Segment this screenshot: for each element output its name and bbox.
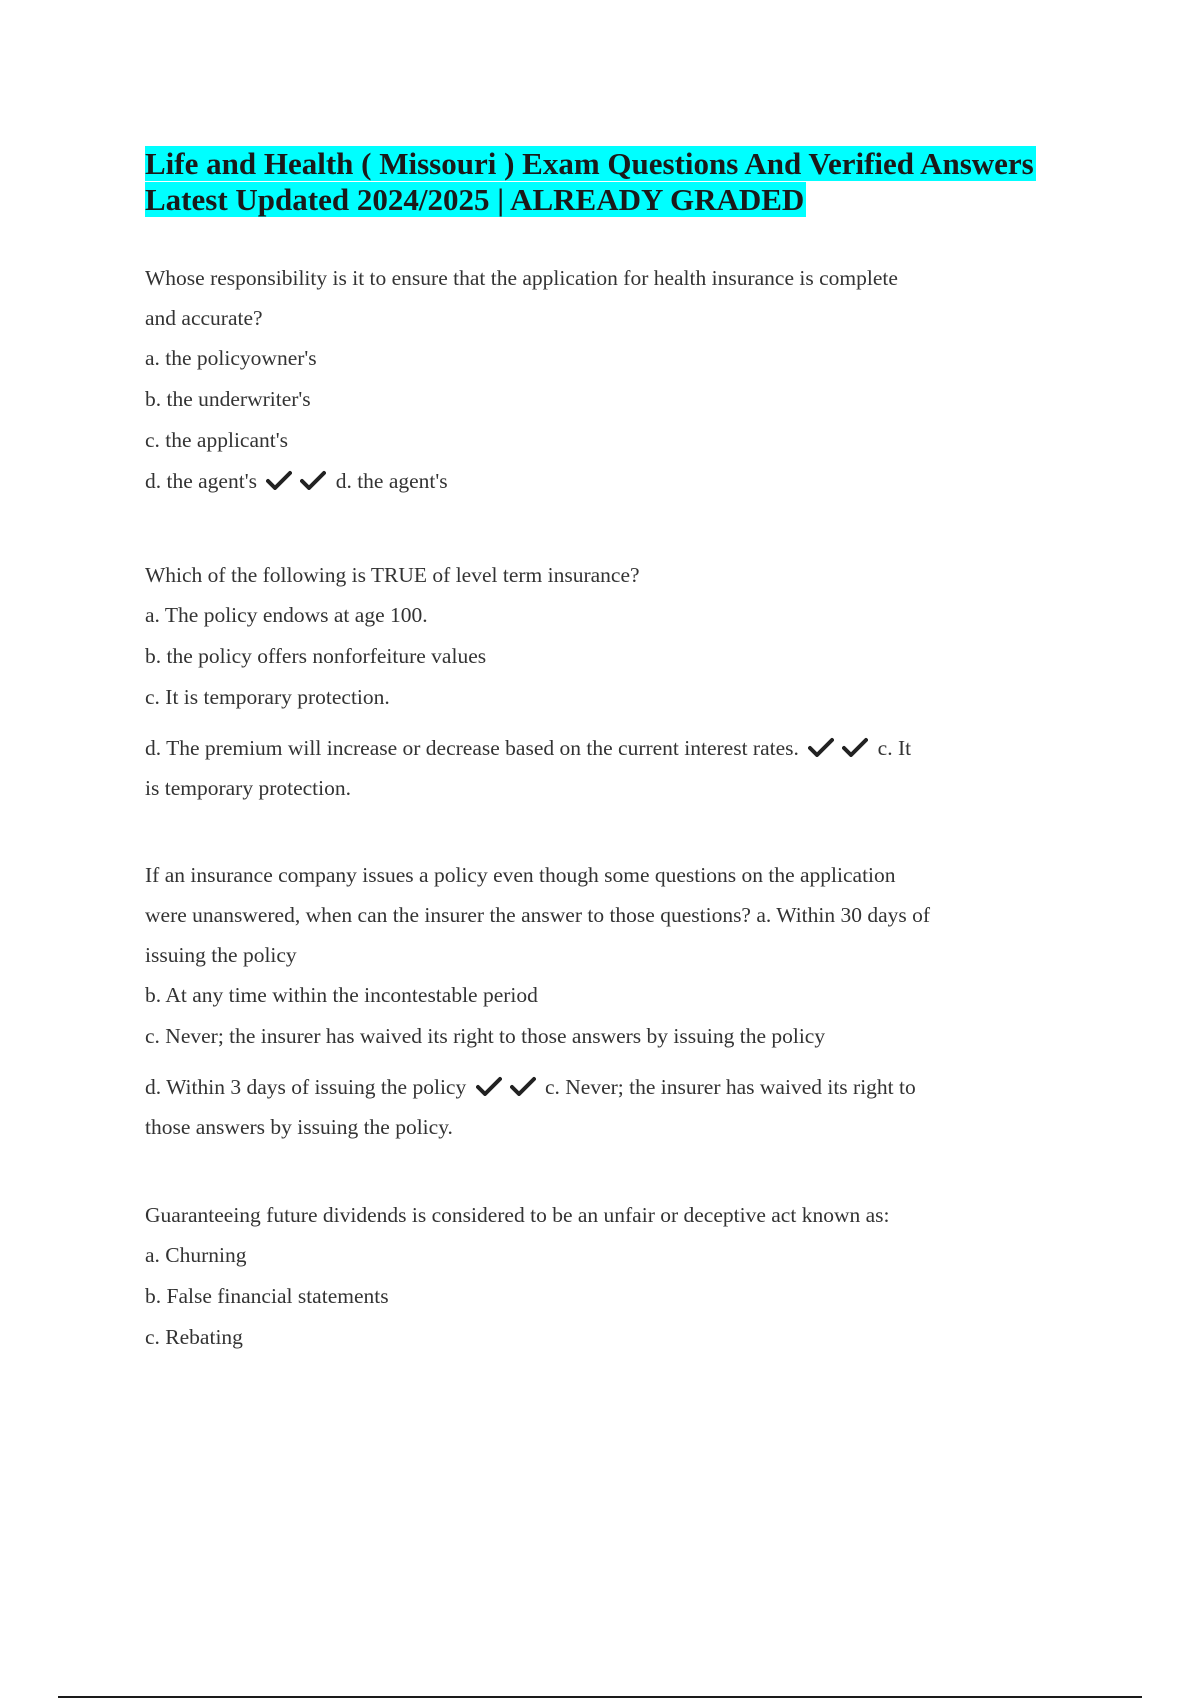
checkmark-icon <box>510 1076 536 1096</box>
question-text: issuing the policy <box>145 943 297 967</box>
checkmark-icon <box>476 1076 502 1096</box>
option-d: d. Within 3 days of issuing the policy <box>145 1075 467 1099</box>
option-c: c. Rebating <box>145 1325 243 1349</box>
answer-text-continued: those answers by issuing the policy. <box>145 1115 453 1139</box>
answer-text: d. the agent's <box>335 469 448 493</box>
question-4 <box>145 1195 1045 1358</box>
question-1 <box>145 258 1045 502</box>
option-c: c. the applicant's <box>145 428 288 452</box>
answer-text-continued: is temporary protection. <box>145 776 351 800</box>
footer-divider <box>58 1696 1142 1698</box>
option-b: b. False financial statements <box>145 1284 389 1308</box>
answer-text: c. Never; the insurer has waived its right to <box>544 1075 916 1099</box>
option-a: a. The policy endows at age 100. <box>145 603 428 627</box>
answer-text: c. It <box>877 736 912 760</box>
question-3 <box>145 855 1045 1147</box>
option-b: b. the policy offers nonforfeiture values <box>145 644 487 668</box>
option-b: b. At any time within the incontestable period <box>145 983 538 1007</box>
question-text: were unanswered, when can the insurer the answer to those questions? a. Within 30 days of <box>145 903 931 927</box>
question-text: and accurate? <box>145 306 263 330</box>
question-text: If an insurance company issues a policy even though some questions on the application <box>145 863 896 887</box>
checkmark-icon <box>808 737 834 757</box>
option-d: d. the agent's <box>145 469 257 493</box>
option-d: d. The premium will increase or decrease based on the current interest rates. <box>145 736 799 760</box>
option-a: a. the policyowner's <box>145 346 317 370</box>
document-title <box>145 146 1085 218</box>
option-d-with-answer <box>145 461 1045 502</box>
option-c: c. It is temporary protection. <box>145 685 390 709</box>
option-d-with-answer <box>145 728 1045 768</box>
question-text: Guaranteeing future dividends is considered to be an unfair or deceptive act known as: <box>145 1203 890 1227</box>
option-d-with-answer <box>145 1067 1045 1107</box>
option-a: a. Churning <box>145 1243 247 1267</box>
option-c: c. Never; the insurer has waived its right to those answers by issuing the policy <box>145 1024 826 1048</box>
question-text: Which of the following is TRUE of level term insurance? <box>145 563 640 587</box>
question-2 <box>145 555 1045 808</box>
option-b: b. the underwriter's <box>145 387 311 411</box>
checkmark-icon <box>266 470 292 490</box>
checkmark-icon <box>842 737 868 757</box>
checkmark-icon <box>300 470 326 490</box>
question-text: Whose responsibility is it to ensure that the application for health insurance is complete <box>145 266 898 290</box>
title-line-1: Life and Health ( Missouri ) Exam Questions And Verified Answers <box>145 146 1034 181</box>
title-line-2: Latest Updated 2024/2025 | ALREADY GRADED <box>145 182 805 217</box>
